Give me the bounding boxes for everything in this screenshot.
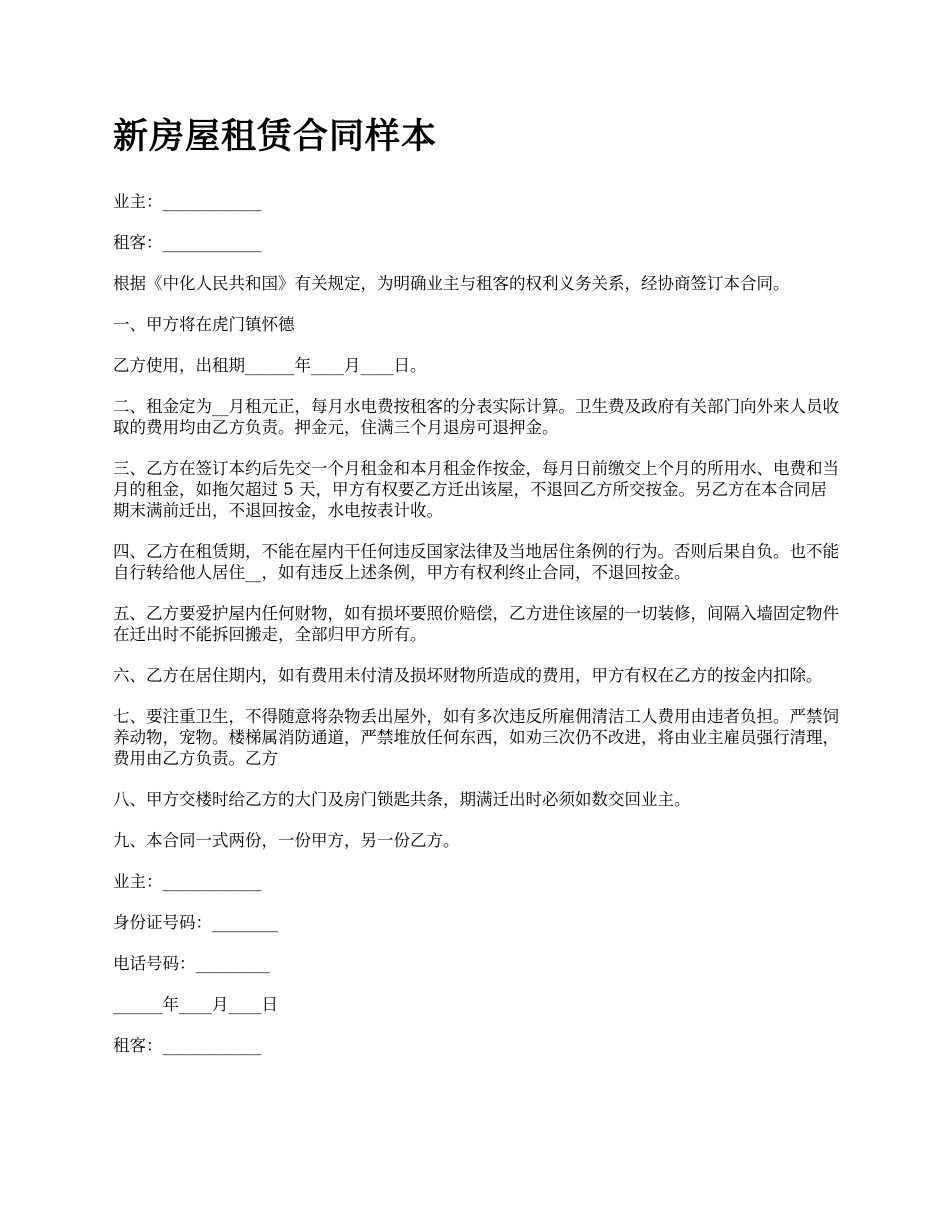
document-body [113,112,843,1076]
clause-6: 六、乙方在居住期内，如有费用未付清及损坏财物所造成的费用，甲方有权在乙方的按金内扣除。 [113,666,823,685]
clause-2: 二、租金定为__月租元正，每月水电费按租客的分表实际计算。卫生费及政府有关部门向外来人员收取的费用均由乙方负责。押金元，住满三个月退房可退押金。 [113,397,839,437]
clause-1: 一、甲方将在虎门镇怀德 [113,315,295,334]
phone-number-line: 电话号码：_________ [113,954,270,973]
date-line: ______年____月____日 [113,995,278,1014]
signature-landlord-line: 业主：____________ [113,872,262,891]
clause-9: 九、本合同一式两份，一份甲方，另一份乙方。 [113,831,460,850]
landlord-line: 业主：____________ [113,192,262,211]
tenant-line: 租客：____________ [113,233,262,252]
signature-tenant-line: 租客：____________ [113,1036,262,1055]
rental-period-line: 乙方使用，出租期______年____月____日。 [113,356,427,375]
clause-8: 八、甲方交楼时给乙方的大门及房门锁匙共条，期满迁出时必须如数交回业主。 [113,790,691,809]
clause-3: 三、乙方在签订本约后先交一个月租金和本月租金作按金，每月日前缴交上个月的所用水、电费和当月的租金，如拖欠超过 5 天，甲方有权要乙方迁出该屋，不退回乙方所交按金。另乙方在本合同居期末满前迁出，不退回按金，水电按表计收。 [113,459,839,520]
clause-4: 四、乙方在租赁期，不能在屋内干任何违反国家法律及当地居住条例的行为。否则后果自负。也不能自行转给他人居住__，如有违反上述条例，甲方有权利终止合同，不退回按金。 [113,542,839,582]
preamble-paragraph: 根据《中化人民共和国》有关规定，为明确业主与租客的权利义务关系，经协商签订本合同。 [113,274,790,293]
clause-5: 五、乙方要爱护屋内任何财物，如有损坏要照价赔偿，乙方进住该屋的一切装修，间隔入墙固定物件在迁出时不能拆回搬走，全部归甲方所有。 [113,604,839,644]
document-title: 新房屋租赁合同样本 [113,116,438,157]
clause-7: 七、要注重卫生，不得随意将杂物丢出屋外，如有多次违反所雇佣清洁工人费用由违者负担。严禁饲养动物，宠物。楼梯属消防通道，严禁堆放任何东西，如劝三次仍不改进，将由业主雇员强行清理，费用由乙方负责。乙方 [113,707,839,768]
id-number-line: 身份证号码：________ [113,913,278,932]
